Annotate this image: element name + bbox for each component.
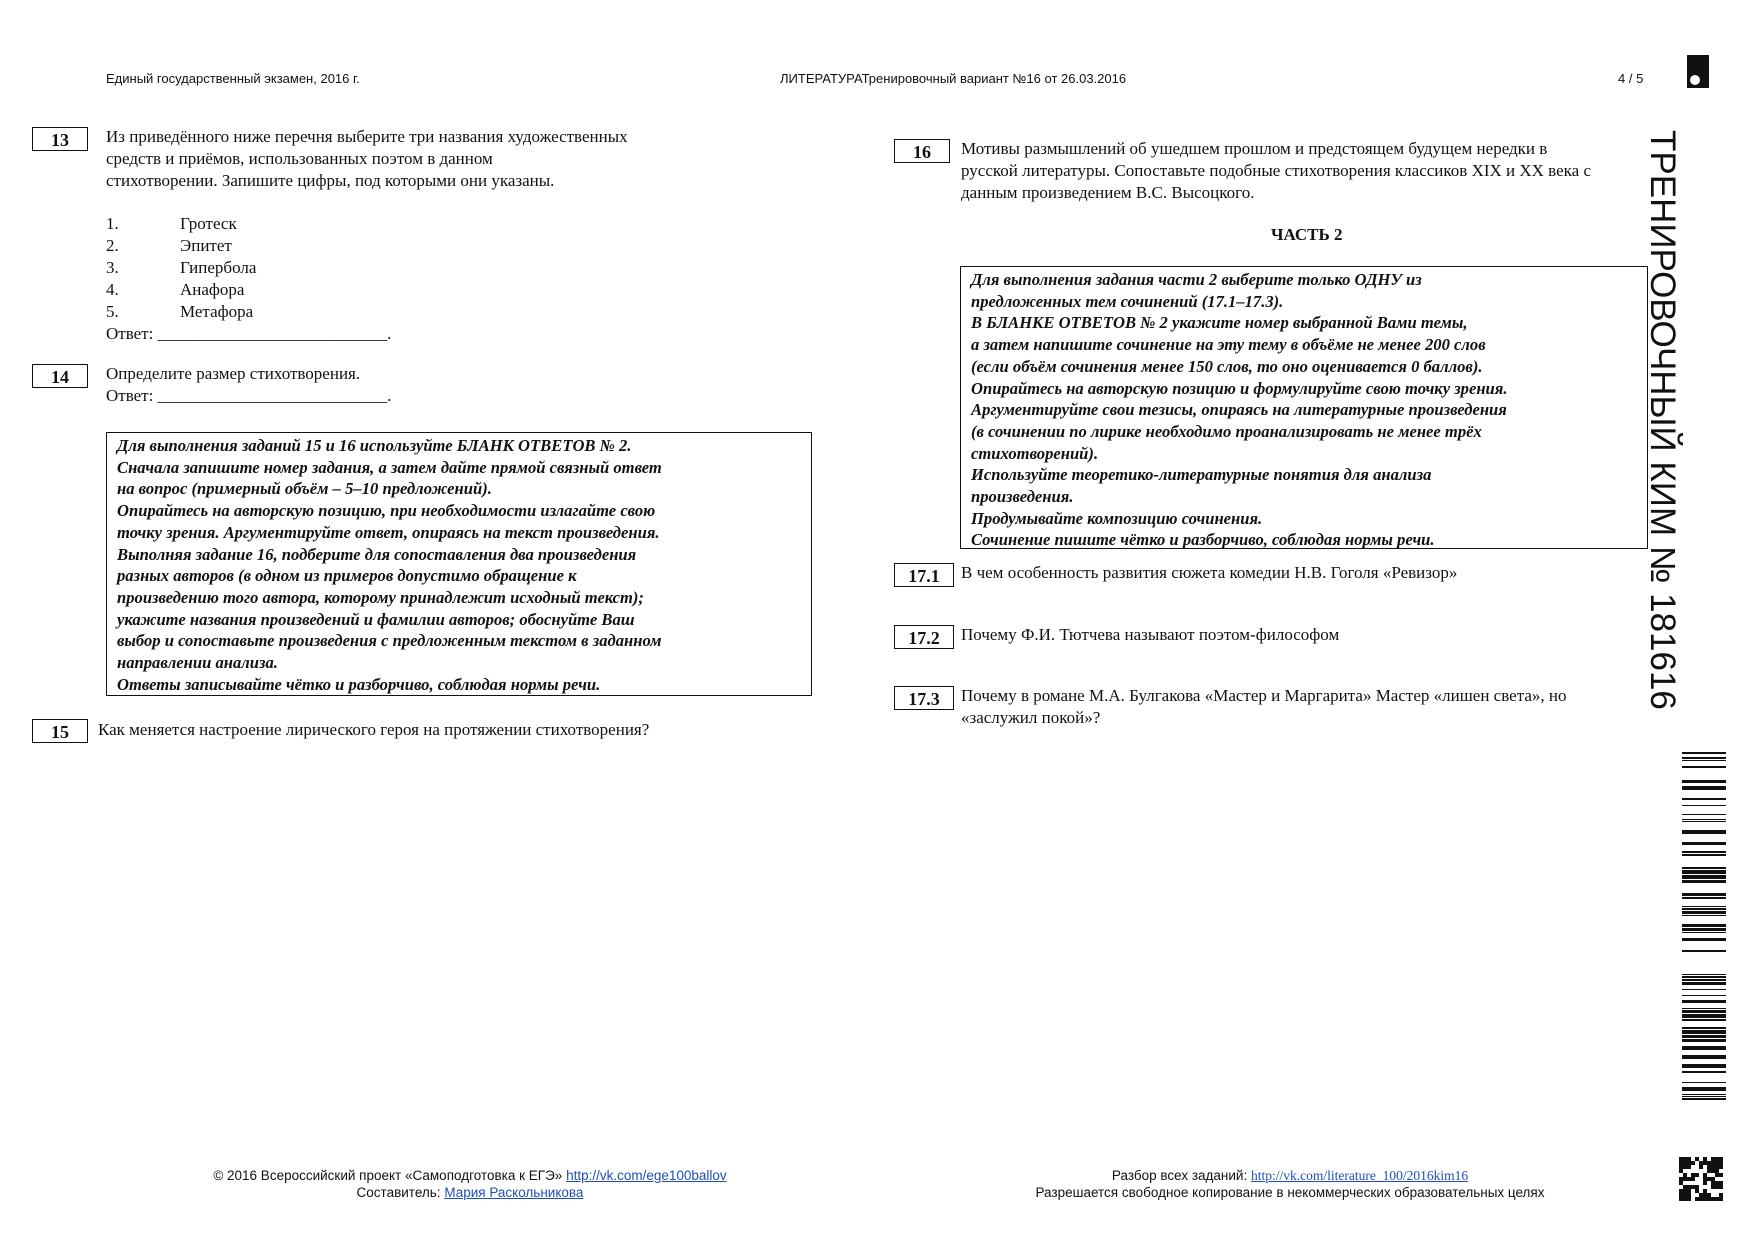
- task-14-answer: Ответ: ___________________________.: [106, 386, 392, 405]
- part-2-instructions: Для выполнения задания части 2 выберите только ОДНУ из предложенных тем сочинений (17.1–17.3). В БЛАНКЕ ОТВЕТОВ № 2 укажите номер выбранной Вами темы, а затем напишите сочинение на эту тему в объёме не менее 200 слов (если объём сочинения менее 150 слов, то оно оценивается 0 баллов). Опирайтесь на авторскую позицию и формулируйте свою точку зрения. Аргументируйте свои тезисы, опираясь на литературные произведения (в сочинении по лирике необходимо проанализировать не менее трёх стихотворений). Используйте теоретико-литературные понятия для анализа произведения. Продумывайте композицию сочинения. Сочинение пишите чётко и разборчиво, соблюдая нормы речи.: [960, 266, 1648, 549]
- topic-17-1-number: 17.1: [894, 563, 954, 587]
- task-13-answer: Ответ: ___________________________.: [106, 324, 392, 343]
- review-label: Разбор всех заданий:: [1111, 1168, 1248, 1183]
- topic-17-2-text: Почему Ф.И. Тютчева называют поэтом-философом: [961, 625, 1340, 644]
- list-item: 2. Эпитет: [106, 236, 232, 255]
- author-link[interactable]: Мария Раскольникова: [444, 1185, 584, 1200]
- side-variant-label: ТРЕНИРОВОЧНЫЙ КИМ № 181616: [1643, 130, 1682, 710]
- page-number: 4 / 5: [1618, 71, 1644, 86]
- header-variant-title: ЛИТЕРАТУРАТренировочный вариант №16 от 26.03.2016: [780, 71, 1127, 86]
- task-14-number: 14: [32, 364, 88, 388]
- header-exam-title: Единый государственный экзамен, 2016 г.: [106, 71, 360, 86]
- list-item: 5. Метафора: [106, 302, 254, 321]
- author-label: Составитель:: [356, 1185, 441, 1200]
- task-13-number: 13: [32, 127, 88, 151]
- topic-17-3-number: 17.3: [894, 686, 954, 710]
- corner-marker: [1687, 55, 1709, 88]
- task-13-text: Из приведённого ниже перечня выберите три названия художественных средств и приёмов, использованных поэтом в данном стихотворении. Запишите цифры, под которыми они указаны.: [106, 127, 628, 190]
- footer-left: [200, 1167, 740, 1201]
- part-2-title: ЧАСТЬ 2: [1271, 225, 1343, 244]
- list-item: 1. Гротеск: [106, 214, 237, 233]
- task-13-options: [106, 213, 391, 345]
- qr-code: [1679, 1157, 1723, 1201]
- topic-17-3-text: Почему в романе М.А. Булгакова «Мастер и Маргарита» Мастер «лишен света», но «заслужил покой»?: [961, 686, 1567, 727]
- license-text: Разрешается свободное копирование в некоммерческих образовательных целях: [1035, 1185, 1545, 1200]
- review-link[interactable]: http://vk.com/literature_100/2016kim16: [1250, 1168, 1469, 1183]
- task-15-number: 15: [32, 719, 88, 743]
- footer-right: [1010, 1167, 1570, 1201]
- task-16-number: 16: [894, 139, 950, 163]
- copyright-text: © 2016 Всероссийский проект «Самоподготовка к ЕГЭ»: [213, 1168, 563, 1183]
- task-14-text: Определите размер стихотворения. Ответ: ___________________________.: [106, 364, 392, 405]
- task-15-text: Как меняется настроение лирического героя на протяжении стихотворения?: [98, 720, 650, 739]
- copyright-link[interactable]: http://vk.com/ege100ballov: [566, 1168, 727, 1183]
- topic-17-1-text: В чем особенность развития сюжета комедии Н.В. Гоголя «Ревизор»: [961, 563, 1458, 582]
- task-16-text: Мотивы размышлений об ушедшем прошлом и предстоящем будущем нередки в русской литературы. Сопоставьте подобные стихотворения классиков XIX и XX века с данным произведением В.С. Высоцкого.: [961, 139, 1591, 202]
- instructions-15-16: Для выполнения заданий 15 и 16 используйте БЛАНК ОТВЕТОВ № 2. Сначала запишите номер задания, а затем дайте прямой связный ответ на вопрос (примерный объём – 5–10 предложений). Опирайтесь на авторскую позицию, при необходимости излагайте свою точку зрения. Аргументируйте ответ, опираясь на текст произведения. Выполняя задание 16, подберите для сопоставления два произведения разных авторов (в одном из примеров допустимо обращение к произведению того автора, которому принадлежит исходный текст); укажите названия произведений и фамилии авторов; обоснуйте Ваш выбор и сопоставьте произведения с предложенным текстом в заданном направлении анализа. Ответы записывайте чётко и разборчиво, соблюдая нормы речи.: [106, 432, 812, 696]
- list-item: 4. Анафора: [106, 280, 245, 299]
- barcode: [1682, 752, 1726, 1100]
- topic-17-2-number: 17.2: [894, 625, 954, 649]
- list-item: 3. Гипербола: [106, 258, 257, 277]
